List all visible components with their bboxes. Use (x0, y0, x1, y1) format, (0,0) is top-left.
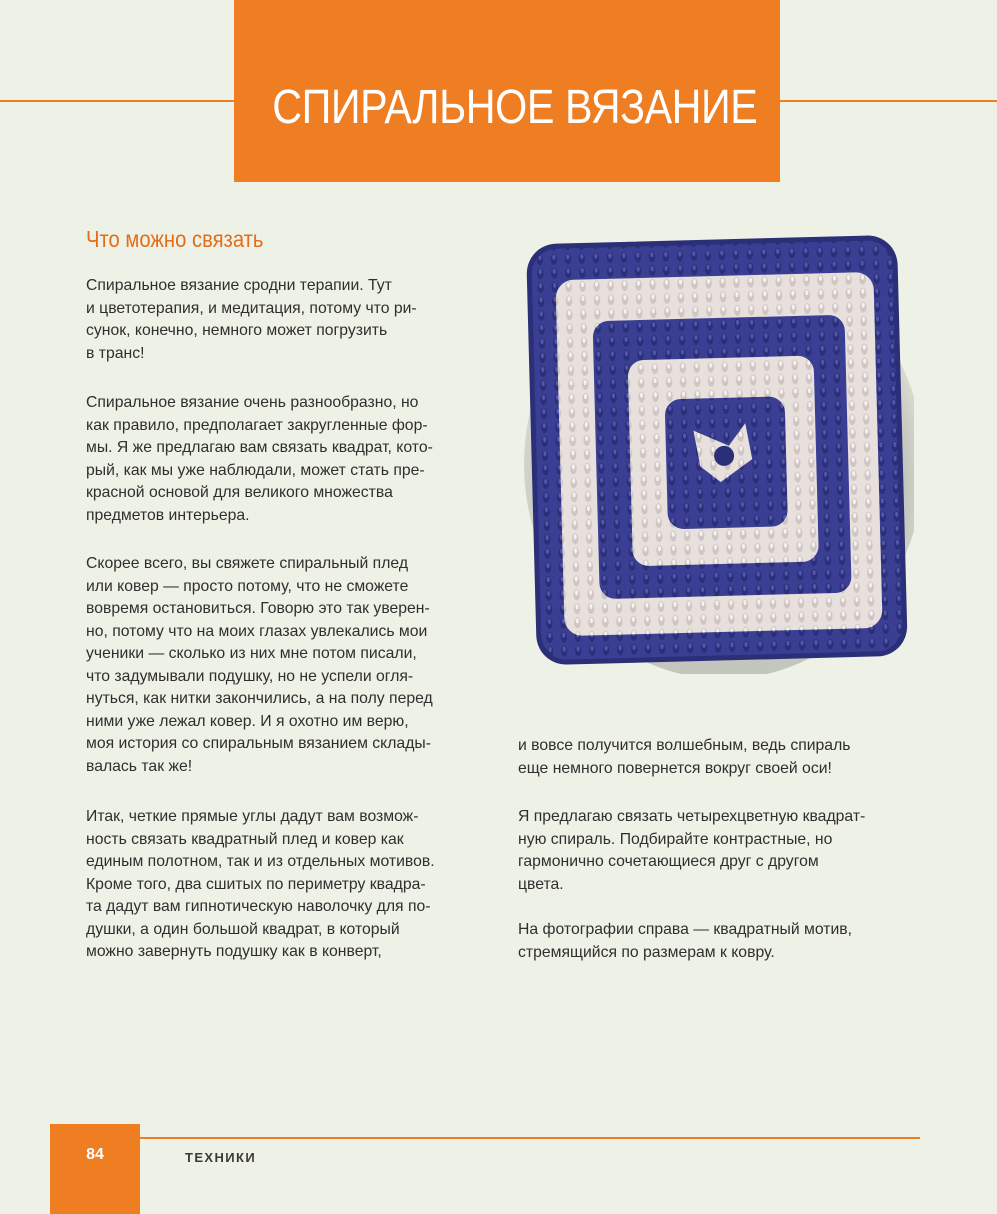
paragraph (86, 275, 422, 365)
text-line: душки, а один большой квадрат, в который (86, 920, 400, 938)
paragraph (86, 806, 440, 964)
text-line: можно завернуть подушку как в конверт, (86, 943, 382, 960)
text-line: Спиральное вязание очень разнообразно, но (86, 394, 419, 411)
text-line: ученики — сколько из них мне потом писали, (86, 645, 417, 662)
text-line: ность связать квадратный плед и ковер как (86, 830, 404, 848)
text-line: предметов интерьера. (86, 506, 250, 524)
text-line: что задумывали подушку, но не успели огля- (86, 667, 414, 685)
text-line: или ковер — просто потому, что не сможете (86, 577, 409, 595)
text-line: моя история со спиральным вязанием склады- (86, 735, 431, 752)
title-banner (234, 0, 780, 182)
text-line: валась так же! (86, 757, 193, 775)
paragraph (518, 735, 856, 780)
text-line: Итак, четкие прямые углы дадут вам возмож- (86, 808, 419, 825)
text-line: цвета. (518, 875, 564, 893)
text-line: Я предлагаю связать четырехцветную квадрат- (518, 808, 866, 825)
page-number-box (50, 1124, 140, 1214)
text-line: в транс! (86, 344, 145, 362)
paragraph (86, 553, 438, 778)
text-line: и вовсе получится волшебным, ведь спираль (518, 737, 851, 754)
header-rule-left (0, 100, 234, 102)
footer-rule (50, 1137, 920, 1139)
page-title: СПИРАЛЬНОЕ ВЯЗАНИЕ (272, 81, 758, 134)
text-line: как правило, предполагает закругленные фор- (86, 416, 428, 434)
text-line: рый, как мы уже наблюдали, может стать пре- (86, 461, 425, 479)
text-line: Скорее всего, вы свяжете спиральный плед (86, 555, 409, 572)
text-line: Кроме того, два сшитых по периметру квадра- (86, 875, 426, 893)
text-line: стремящийся по размерам к ковру. (518, 943, 775, 961)
paragraph (86, 392, 438, 527)
header-rule-right (780, 100, 997, 102)
text-line: мы. Я же предлагаю вам связать квадрат, кото- (86, 439, 433, 456)
text-line: Спиральное вязание сродни терапии. Тут (86, 277, 392, 294)
text-line: На фотографии справа — квадратный мотив, (518, 921, 853, 938)
text-line: красной основой для великого множества (86, 484, 393, 501)
text-line: ними уже лежал ковер. И я охотно им верю, (86, 712, 409, 730)
section-heading: Что можно связать (86, 226, 264, 252)
paragraph (518, 919, 857, 964)
paragraph (518, 806, 871, 896)
text-line: нуться, как нитки закончились, а на полу перед (86, 690, 433, 707)
text-line: и цветотерапия, и медитация, потому что ри- (86, 299, 417, 317)
text-line: еще немного повернется вокруг своей оси! (518, 759, 832, 777)
text-line: единым полотном, так и из отдельных мотивов. (86, 853, 435, 870)
text-line: ную спираль. Подбирайте контрастные, но (518, 830, 833, 848)
text-line: гармонично сочетающиеся друг с другом (518, 853, 819, 870)
page-number: 84 (86, 1146, 104, 1163)
footer-section-label: ТЕХНИКИ (185, 1150, 257, 1165)
crochet-spiral-square-photo (524, 234, 914, 674)
text-line: та дадут вам гипнотическую наволочку для по- (86, 898, 431, 915)
text-line: но, потому что на моих глазах увлекались мои (86, 622, 428, 640)
text-line: вовремя остановиться. Говорю это так уверен- (86, 600, 430, 617)
text-line: сунок, конечно, немного может погрузить (86, 322, 388, 339)
